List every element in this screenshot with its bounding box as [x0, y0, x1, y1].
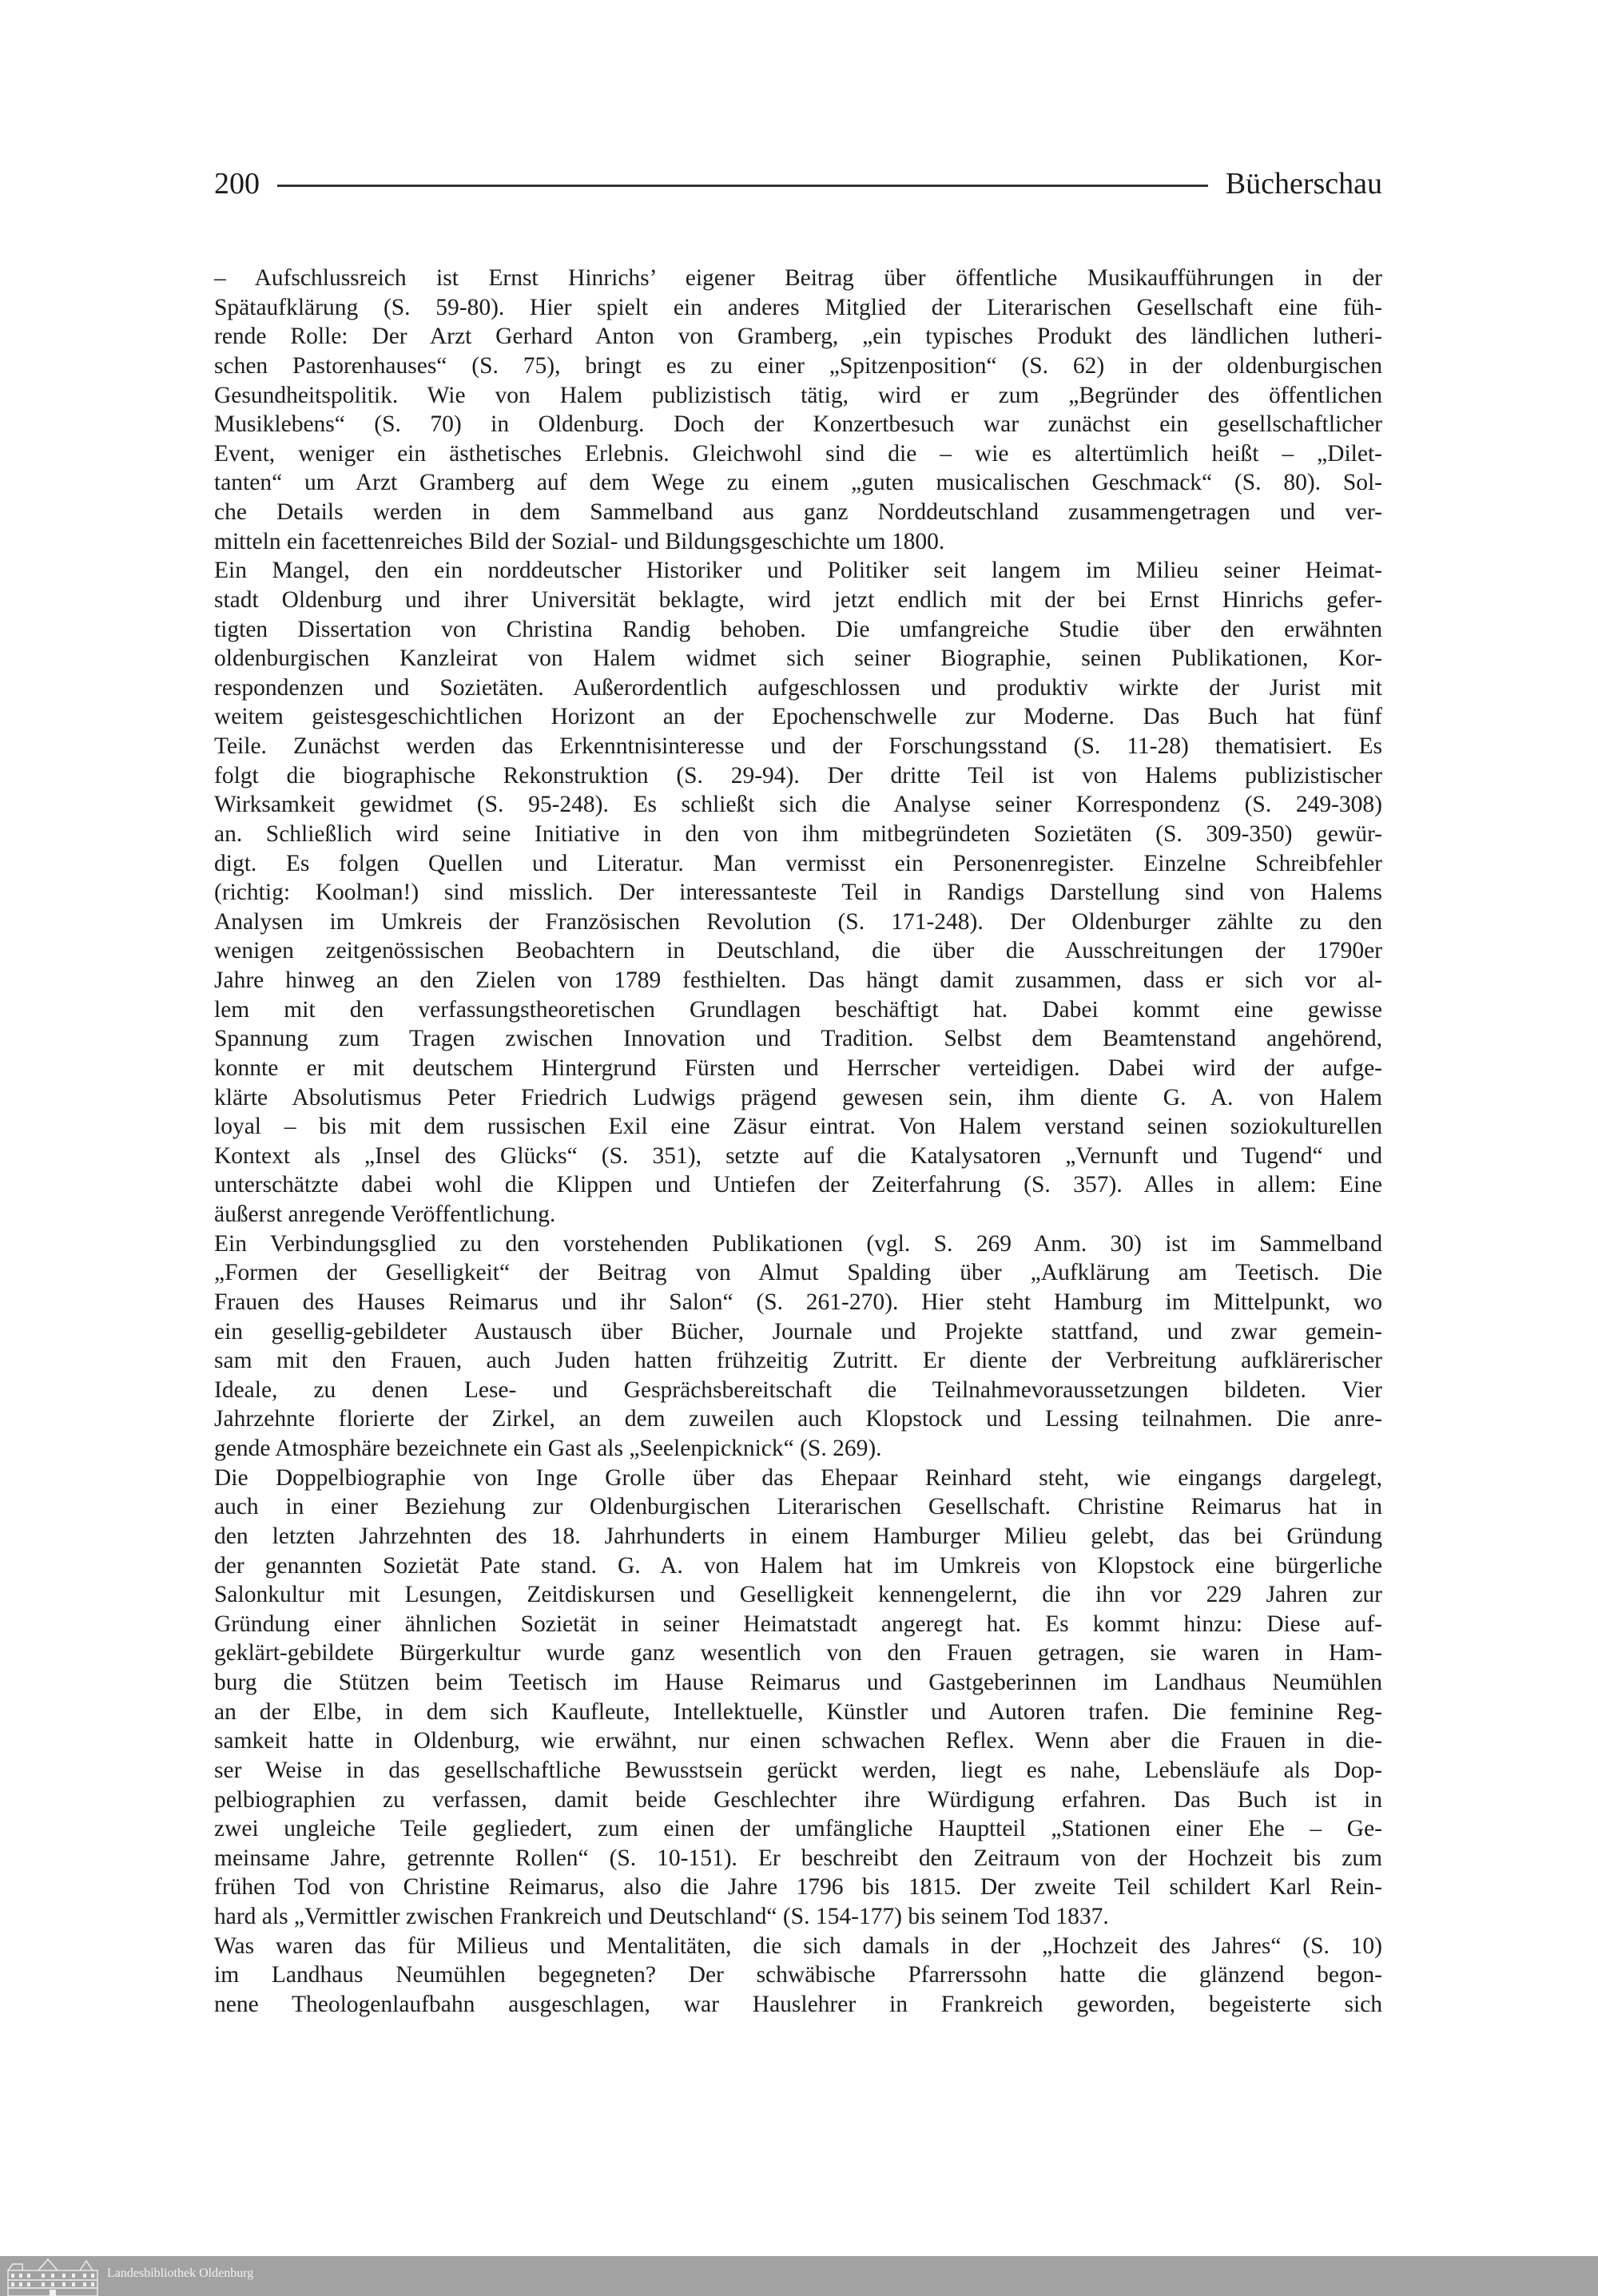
text-line: burg die Stützen beim Teetisch im Hause Reimarus und Gastgeberinnen im Landhaus Neumühlen — [214, 1670, 1382, 1695]
page-number: 200 — [214, 167, 260, 201]
paragraph — [214, 1464, 1382, 1932]
text-line: samkeit hatte in Oldenburg, wie erwähnt, nur einen schwachen Reflex. Wenn aber die Frauen in die- — [214, 1728, 1382, 1754]
text-line: Teile. Zunächst werden das Erkenntnisinteresse und der Forschungsstand (S. 11-28) thematisiert. Es — [214, 733, 1382, 759]
text-line: konnte er mit deutschem Hintergrund Fürsten und Herrscher verteidigen. Dabei wird der aufge- — [214, 1055, 1382, 1081]
text-line: (richtig: Koolman!) sind misslich. Der interessanteste Teil in Randigs Darstellung sind von Halems — [214, 880, 1382, 906]
text-line: der genannten Sozietät Pate stand. G. A. von Halem hat im Umkreis von Klopstock eine bürgerliche — [214, 1552, 1382, 1579]
paragraph — [214, 264, 1382, 556]
text-line: mitteln ein facettenreiches Bild der Sozial- und Bildungsgeschichte um 1800. — [214, 528, 945, 554]
text-line: frühen Tod von Christine Reimarus, also die Jahre 1796 bis 1815. Der zweite Teil schildert Karl Rein- — [214, 1874, 1382, 1901]
text-line: Gesundheitspolitik. Wie von Halem publizistisch tätig, wird er zum „Begründer des öffentlichen — [214, 382, 1382, 408]
text-line: Gründung einer ähnlichen Sozietät in seiner Heimatstadt angeregt hat. Es kommt hinzu: Diese auf- — [214, 1611, 1382, 1637]
library-building-icon — [6, 2256, 99, 2296]
text-line: sam mit den Frauen, auch Juden hatten frühzeitig Zutritt. Er diente der Verbreitung aufklärerischer — [214, 1348, 1382, 1374]
text-line: Event, weniger ein ästhetisches Erlebnis. Gleichwohl sind die – wie es altertümlich heißt – „Dilet- — [214, 440, 1382, 467]
section-title: Bücherschau — [1225, 167, 1382, 201]
text-line: an der Elbe, in dem sich Kaufleute, Intellektuelle, Künstler und Autoren trafen. Die feminine Reg- — [214, 1698, 1382, 1725]
text-line: oldenburgischen Kanzleirat von Halem widmet sich seiner Biographie, seinen Publikationen, Kor- — [214, 646, 1382, 672]
text-line: Wirksamkeit gewidmet (S. 95-248). Es schließt sich die Analyse seiner Korrespondenz (S. 249-308) — [214, 792, 1382, 818]
text-line: che Details werden in dem Sammelband aus ganz Norddeutschland zusammengetragen und ver- — [214, 499, 1382, 525]
text-line: meinsame Jahre, getrennte Rollen“ (S. 10-151). Er beschreibt den Zeitraum von der Hochzeit bis zum — [214, 1845, 1382, 1871]
text-line: ein gesellig-gebildeter Austausch über Bücher, Journale und Projekte stattfand, und zwar gemein- — [214, 1318, 1382, 1345]
text-line: Jahre hinweg an den Zielen von 1789 festhielten. Das hängt damit zusammen, dass er sich vor al- — [214, 967, 1382, 993]
text-line: ser Weise in das gesellschaftliche Bewusstsein gerückt werden, liegt es nahe, Lebensläufe als Dop- — [214, 1757, 1382, 1783]
running-header — [214, 164, 1382, 204]
text-line: unterschätzte dabei wohl die Klippen und Untiefen der Zeiterfahrung (S. 357). Alles in allem: Eine — [214, 1172, 1382, 1198]
text-line: Frauen des Hauses Reimarus und ihr Salon“ (S. 261-270). Hier steht Hamburg im Mittelpunkt, wo — [214, 1289, 1382, 1315]
text-line: digt. Es folgen Quellen und Literatur. Man vermisst ein Personenregister. Einzelne Schreibfehler — [214, 850, 1382, 876]
text-line: loyal – bis mit dem russischen Exil eine Zäsur eintrat. Von Halem verstand seinen soziokulturellen — [214, 1114, 1382, 1140]
text-line: lem mit den verfassungstheoretischen Grundlagen beschäftigt hat. Dabei kommt eine gewisse — [214, 996, 1382, 1023]
text-line: Spätaufklärung (S. 59-80). Hier spielt ein anderes Mitglied der Literarischen Gesellschaft eine füh- — [214, 294, 1382, 320]
text-line: folgt die biographische Rekonstruktion (S. 29-94). Der dritte Teil ist von Halems publizistischer — [214, 762, 1382, 789]
text-line: klärte Absolutismus Peter Friedrich Ludwigs prägend gewesen sein, ihm diente G. A. von Halem — [214, 1084, 1382, 1110]
footer-bar — [0, 2256, 1598, 2296]
text-line: tanten“ um Arzt Gramberg auf dem Wege zu einem „guten musicalischen Geschmack“ (S. 80). Sol- — [214, 470, 1382, 496]
text-line: gende Atmosphäre bezeichnete ein Gast als „Seelenpicknick“ (S. 269). — [214, 1436, 882, 1461]
text-line: Ideale, zu denen Lese- und Gesprächsbereitschaft die Teilnahmevoraussetzungen bildeten. Vier — [214, 1376, 1382, 1403]
paragraph — [214, 1229, 1382, 1464]
library-name: Landesbibliothek Oldenburg — [107, 2266, 254, 2280]
text-line: den letzten Jahrzehnten des 18. Jahrhunderts in einem Hamburger Milieu gelebt, das bei Gründung — [214, 1523, 1382, 1549]
text-line: geklärt-gebildete Bürgerkultur wurde ganz wesentlich von den Frauen getragen, sie waren in Ham- — [214, 1640, 1382, 1666]
text-line: pelbiographien zu verfassen, damit beide Geschlechter ihre Würdigung erfahren. Das Buch ist in — [214, 1786, 1382, 1813]
text-line: – Aufschlussreich ist Ernst Hinrichs’ eigener Beitrag über öffentliche Musikaufführungen in der — [214, 265, 1382, 291]
text-line: Ein Verbindungsglied zu den vorstehenden Publikationen (vgl. S. 269 Anm. 30) ist im Sammelband — [214, 1230, 1382, 1257]
text-line: nene Theologenlaufbahn ausgeschlagen, war Hauslehrer in Frankreich geworden, begeisterte sich — [214, 1991, 1382, 2017]
text-line: Salonkultur mit Lesungen, Zeitdiskursen und Geselligkeit kennengelernt, die ihn vor 229 Jahren zur — [214, 1582, 1382, 1608]
text-line: Jahrzehnte florierte der Zirkel, an dem zuweilen auch Klopstock und Lessing teilnahmen. Die anre- — [214, 1406, 1382, 1432]
text-line: Musiklebens“ (S. 70) in Oldenburg. Doch der Konzertbesuch war zunächst ein gesellschaftlicher — [214, 411, 1382, 438]
text-line: stadt Oldenburg und ihrer Universität beklagte, wird jetzt endlich mit der bei Ernst Hinrichs gefer- — [214, 586, 1382, 613]
text-line: weitem geistesgeschichtlichen Horizont an der Epochenschwelle zur Moderne. Das Buch hat fünf — [214, 704, 1382, 730]
text-line: Ein Mangel, den ein norddeutscher Historiker und Politiker seit langem im Milieu seiner Heimat- — [214, 558, 1382, 584]
text-line: Analysen im Umkreis der Französischen Revolution (S. 171-248). Der Oldenburger zählte zu den — [214, 908, 1382, 935]
text-line: an. Schließlich wird seine Initiative in den von ihm mitbegründeten Sozietäten (S. 309-350) gewür- — [214, 820, 1382, 847]
text-line: schen Pastorenhauses“ (S. 75), bringt es zu einer „Spitzenposition“ (S. 62) in der oldenburgischen — [214, 352, 1382, 379]
header-rule — [277, 185, 1208, 187]
paragraph — [214, 1932, 1382, 2020]
text-line: „Formen der Geselligkeit“ der Beitrag von Almut Spalding über „Aufklärung am Teetisch. Die — [214, 1260, 1382, 1286]
text-line: Spannung zum Tragen zwischen Innovation und Tradition. Selbst dem Beamtenstand angehörend, — [214, 1026, 1382, 1052]
text-line: hard als „Vermittler zwischen Frankreich und Deutschland“ (S. 154-177) bis seinem Tod 1837. — [214, 1904, 1109, 1929]
text-line: tigten Dissertation von Christina Randig behoben. Die umfangreiche Studie über den erwähnten — [214, 616, 1382, 642]
text-line: Kontext als „Insel des Glücks“ (S. 351), setzte auf die Katalysatoren „Vernunft und Tugend“ und — [214, 1142, 1382, 1169]
text-line: im Landhaus Neumühlen begegneten? Der schwäbische Pfarrerssohn hatte die glänzend begon- — [214, 1962, 1382, 1988]
article-body — [214, 264, 1382, 2020]
text-line: wenigen zeitgenössischen Beobachtern in Deutschland, die über die Ausschreitungen der 1790er — [214, 938, 1382, 964]
text-line: respondenzen und Sozietäten. Außerordentlich aufgeschlossen und produktiv wirkte der Jurist mit — [214, 674, 1382, 701]
text-line: äußerst anregende Veröffentlichung. — [214, 1202, 556, 1227]
paragraph — [214, 556, 1382, 1229]
text-line: rende Rolle: Der Arzt Gerhard Anton von Gramberg, „ein typisches Produkt des ländlichen lutheri- — [214, 324, 1382, 350]
text-line: auch in einer Beziehung zur Oldenburgischen Literarischen Gesellschaft. Christine Reimarus hat in — [214, 1494, 1382, 1520]
text-line: Die Doppelbiographie von Inge Grolle über das Ehepaar Reinhard steht, wie eingangs dargelegt, — [214, 1464, 1382, 1491]
text-line: Was waren das für Milieus und Mentalitäten, die sich damals in der „Hochzeit des Jahres“ (S. 10) — [214, 1933, 1382, 1959]
text-line: zwei ungleiche Teile gegliedert, zum einen der umfängliche Hauptteil „Stationen einer Ehe – Ge- — [214, 1816, 1382, 1842]
